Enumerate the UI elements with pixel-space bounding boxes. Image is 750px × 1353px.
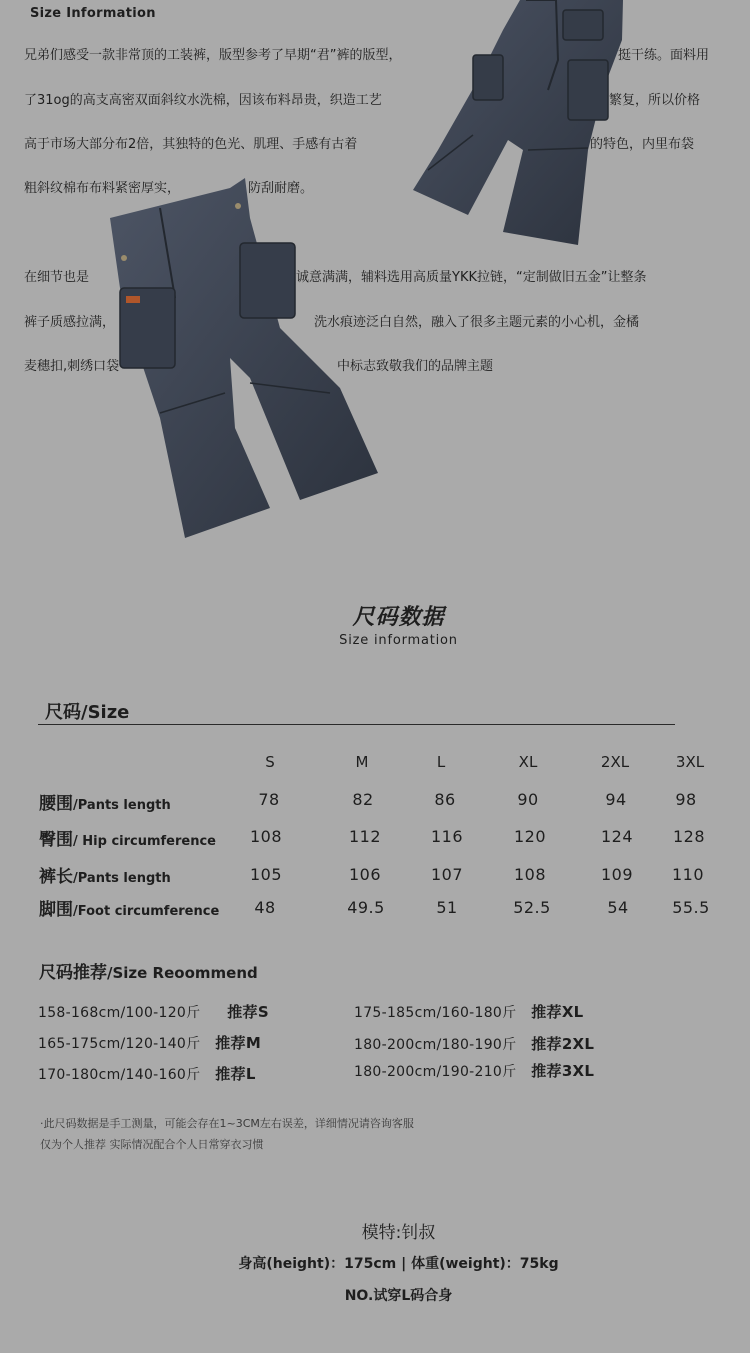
recommend-note: 仅为个人推荐 实际情况配合个人日常穿衣习惯 xyxy=(40,1138,264,1151)
table-cell: 82 xyxy=(352,790,374,809)
recommend-size: 推荐2XL xyxy=(531,1035,595,1053)
intro-line-5-right: 诚意满满，辅料选用高质量YKK拉链，“定制做旧五金”让整条 xyxy=(296,270,647,285)
intro-line-4-right: 防刮耐磨。 xyxy=(248,181,314,196)
list-item xyxy=(38,1063,256,1084)
list-item xyxy=(354,1060,594,1081)
intro-line-5-left: 在细节也是 xyxy=(24,270,90,285)
table-cell: 90 xyxy=(517,790,539,809)
table-cell: 108 xyxy=(249,827,283,846)
recommend-range: 170-180cm/140-160斤 xyxy=(38,1067,201,1083)
row-label-foot xyxy=(39,895,219,920)
intro-line-1-right: 挺干练。面料用 xyxy=(618,48,710,63)
intro-line-7-left: 麦穗扣,刺绣口袋 xyxy=(24,359,120,374)
recommend-range: 165-175cm/120-140斤 xyxy=(38,1036,201,1052)
size-table-heading: 尺码/Size xyxy=(45,702,130,723)
row-label-hip xyxy=(39,825,216,850)
recommend-range: 180-200cm/180-190斤 xyxy=(354,1037,517,1053)
table-cell: 49.5 xyxy=(347,898,385,917)
recommend-size: 推荐M xyxy=(215,1034,262,1052)
table-cell: 48 xyxy=(254,898,276,917)
table-cell: 112 xyxy=(348,827,382,846)
row-label-cn: 臀围 xyxy=(39,830,73,850)
table-cell: 94 xyxy=(605,790,627,809)
model-name: 模特:钊叔 xyxy=(361,1223,436,1243)
list-item xyxy=(38,1001,269,1022)
row-label-cn: 腰围 xyxy=(39,794,73,814)
pants-photo-back xyxy=(408,0,633,255)
col-header-l: L xyxy=(436,753,446,771)
recommend-size: 推荐L xyxy=(215,1065,256,1083)
recommend-size: 推荐XL xyxy=(531,1003,584,1021)
row-label-en: /Foot circumference xyxy=(73,904,220,919)
list-item xyxy=(354,1001,584,1022)
row-label-cn: 脚围 xyxy=(39,900,73,920)
table-cell: 51 xyxy=(436,898,458,917)
recommend-size: 推荐S xyxy=(227,1003,269,1021)
row-label-waist xyxy=(39,789,171,814)
col-header-m: M xyxy=(355,753,369,771)
row-label-en: / Hip circumference xyxy=(73,834,216,849)
size-recommend-heading-cn: 尺码推荐 xyxy=(39,963,107,983)
table-cell: 109 xyxy=(600,865,634,884)
col-header-xl: XL xyxy=(518,753,538,771)
table-cell: 124 xyxy=(600,827,634,846)
size-data-title: 尺码数据 xyxy=(352,605,445,630)
row-label-cn: 裤长 xyxy=(39,867,73,887)
pants-photo-front xyxy=(100,178,385,540)
size-table-divider xyxy=(38,724,675,725)
row-label-en: /Pants length xyxy=(73,871,171,886)
table-cell: 78 xyxy=(258,790,280,809)
col-header-3xl: 3XL xyxy=(675,753,705,771)
size-data-subtitle: Size information xyxy=(339,633,458,648)
table-cell: 107 xyxy=(430,865,464,884)
col-header-s: S xyxy=(265,753,275,771)
list-item xyxy=(354,1033,594,1054)
intro-line-3-left: 高于市场大部分布2倍，其独特的色光、肌理、手感有古着 xyxy=(24,137,358,152)
intro-line-7-right: 中标志致敬我们的品牌主题 xyxy=(337,359,494,374)
intro-line-3-right: 的特色，内里布袋 xyxy=(590,137,695,152)
measurement-note: ·此尺码数据是手工测量，可能会存在1~3CM左右误差，详细情况请咨询客服 xyxy=(40,1117,414,1130)
table-cell: 86 xyxy=(434,790,456,809)
table-cell: 54 xyxy=(607,898,629,917)
recommend-range: 180-200cm/190-210斤 xyxy=(354,1064,517,1080)
intro-line-2-right: 繁复，所以价格 xyxy=(609,93,701,108)
section-label: Size Information xyxy=(30,6,156,21)
size-recommend-heading-en: /Size Reoommend xyxy=(107,964,258,982)
table-cell: 52.5 xyxy=(513,898,551,917)
size-recommend-heading xyxy=(39,958,258,983)
intro-line-6-left: 裤子质感拉满， xyxy=(24,315,116,330)
list-item xyxy=(38,1032,261,1053)
table-cell: 120 xyxy=(513,827,547,846)
table-cell: 116 xyxy=(430,827,464,846)
table-cell: 55.5 xyxy=(672,898,710,917)
model-fit: NO.试穿L码合身 xyxy=(344,1288,453,1304)
intro-line-6-right: 洗水痕迹泛白自然，融入了很多主题元素的小心机，金橘 xyxy=(314,315,640,330)
row-label-length xyxy=(39,862,171,887)
recommend-range: 158-168cm/100-120斤 xyxy=(38,1005,201,1021)
table-cell: 108 xyxy=(513,865,547,884)
intro-line-2-left: 了31og的高支高密双面斜纹水洗棉，因该布料昂贵，织造工艺 xyxy=(24,93,382,108)
intro-line-1-left: 兄弟们感受一款非常顶的工装裤，版型参考了早期“君”裤的版型， xyxy=(24,48,402,63)
table-cell: 105 xyxy=(249,865,283,884)
intro-line-4-left: 粗斜纹棉布布料紧密厚实， xyxy=(24,181,181,196)
col-header-2xl: 2XL xyxy=(600,753,630,771)
table-cell: 128 xyxy=(672,827,706,846)
table-cell: 106 xyxy=(348,865,382,884)
table-cell: 110 xyxy=(671,865,705,884)
recommend-range: 175-185cm/160-180斤 xyxy=(354,1005,517,1021)
row-label-en: /Pants length xyxy=(73,798,171,813)
model-stats: 身高(height)：175cm | 体重(weight)：75kg xyxy=(238,1256,559,1272)
recommend-size: 推荐3XL xyxy=(531,1062,595,1080)
table-cell: 98 xyxy=(675,790,697,809)
